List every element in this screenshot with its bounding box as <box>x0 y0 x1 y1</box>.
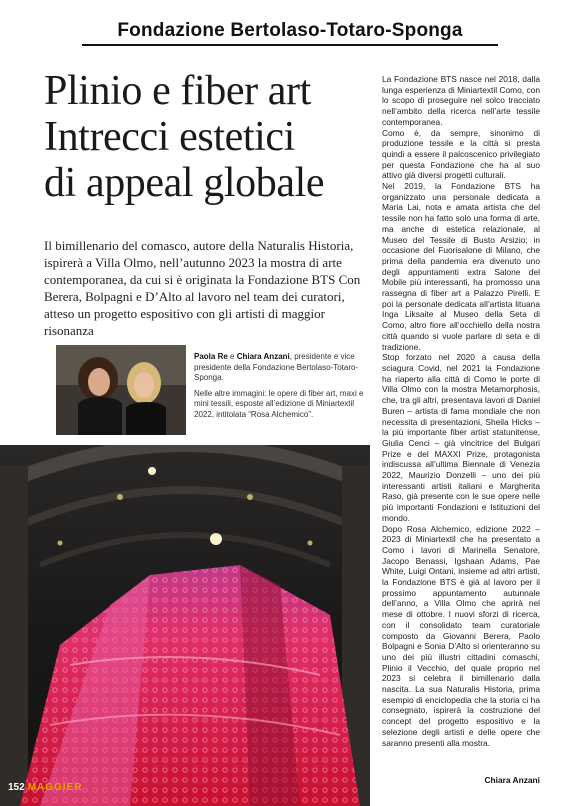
article-body <box>382 74 540 748</box>
body-paragraph: Como è, da sempre, sinonimo di produzione tessile e la città si presta quindi a essere il palcoscenico privilegiato per questa Fondazione che ha al suo attivo già diversi progetti culturali. <box>382 127 540 181</box>
caption-conj: e <box>227 352 237 361</box>
caption-primary <box>194 352 370 384</box>
article-title <box>44 68 364 206</box>
caption-name-2: Chiara Anzani <box>236 352 290 361</box>
magazine-name: MAGGIER <box>27 782 83 793</box>
fiber-art-illustration <box>0 445 370 806</box>
portrait-photo <box>56 345 186 435</box>
article-lead: Il bimillenario del comasco, autore della Naturalis Historia, ispirerà a Villa Olmo, nell’autunno 2023 la mostra di arte contemporanea, da cui si è originata la Fondazione BTS Con Berera, Bolpagni e D’Alto al lavoro nel team dei curatori, atteso un progetto espositivo con gli artisti di maggior risonanza <box>44 238 361 338</box>
title-line-1: Plinio e fiber art <box>44 68 311 114</box>
fiber-art-photo <box>0 445 370 806</box>
foundation-header: Fondazione Bertolaso-Totaro-Sponga <box>117 20 463 41</box>
caption-roles: , presidente e vice presidente della Fondazione Bertolaso-Totaro-Sponga. <box>194 352 359 382</box>
caption-secondary: Nelle altre immagini: le opere di fiber art, maxi e mini tessili, esposte all’edizione di Miniartextil 2022, intitolata “Rosa Alchemico”. <box>194 388 364 419</box>
body-paragraph: La Fondazione BTS nasce nel 2018, dalla lunga esperienza di Miniartextil Como, con lo scopo di proseguire nel solco tracciato nell’ambito della ricerca nell’arte tessile contemporanea. <box>382 74 540 127</box>
header-rule <box>82 44 498 46</box>
body-paragraph: Dopo Rosa Alchemico, edizione 2022 – 2023 di Miniartextil che ha presentato a Como i lavori di Marinella Senatore, Jacopo Benassi, Igshaan Adams, Pae White, Luigi Ontani, insieme ad altri artisti, la Fondazione BTS è già al lavoro per il prossimo appuntamento autunnale dell’anno, a Villa Olmo che aprirà nel mese di ottobre. I nuovi sforzi di ricerca, con il consolidato team curatoriale composto da Giovanni Berera, Paolo Bolpagni e Sonia D’Alto si orienteranno su uno dei più illustri cittadini comaschi, Plinio il Vecchio, del quale proprio nel 2023 si celebra il bimillenario dalla nascita. La sua Naturalis Historia, prima esempio di enciclopedia che la storia ci ha consegnato, ispirerà la costruzione del concept del progetto espositivo e la selezione degli artisti e delle opere che saranno presenti alla mostra. <box>382 523 540 748</box>
title-line-2: Intrecci estetici <box>44 114 295 160</box>
page-number: 152 <box>8 782 25 793</box>
photo-caption <box>194 352 370 425</box>
body-paragraph: Nel 2019, la Fondazione BTS ha organizzato una personale dedicata a Maria Lai, nota e amata artista che del tessile non ha fatto solo una forma di arte, ma anche di estetica relazionale, al Museo del Tessile di Busto Arsizio; in occasione del Fuorisalone di Milano, che prima della pandemia era divenuto uno degli appuntamenti extra Salone del Mobile più interessanti, ha promosso una rassegna di fiber art a Palazzo Pirelli. E poi la personale dedicata all’artista lituana Inga Liksaite al Museo della Seta di Como, altro fiore all’occhiello della nostra città quando si vuole parlare di seta e di tradizione. <box>382 181 540 352</box>
title-line-3: di appeal globale <box>44 160 325 206</box>
caption-name-1: Paola Re <box>194 352 228 361</box>
body-paragraph: Stop forzato nel 2020 a causa della sciagura Covid, nel 2021 la Fondazione ha riaperto alla città di Como le porte di Villa Olmo con la mostra Metamorphosis, che, tra gli altri, presentava lavori di Daniel Buren – artista di fama mondiale che non necessita di presentazioni, Sheila Hicks – la più importante fiber artist statunitense, Giulia Cenci – già vincitrice del Bulgari Prize e del MAXXI Prize, protagonista indiscussa all’ultima Biennale di Venezia 2022, Maurizio Donzelli – uno dei più interessanti artisti italiani e Margherita Raso, già presente con le sue opere nelle più importanti Fondazioni e Istituzioni del mondo. <box>382 352 540 523</box>
portrait-illustration <box>56 345 186 435</box>
page-folio <box>8 782 82 793</box>
author-signature: Chiara Anzani <box>484 775 540 785</box>
